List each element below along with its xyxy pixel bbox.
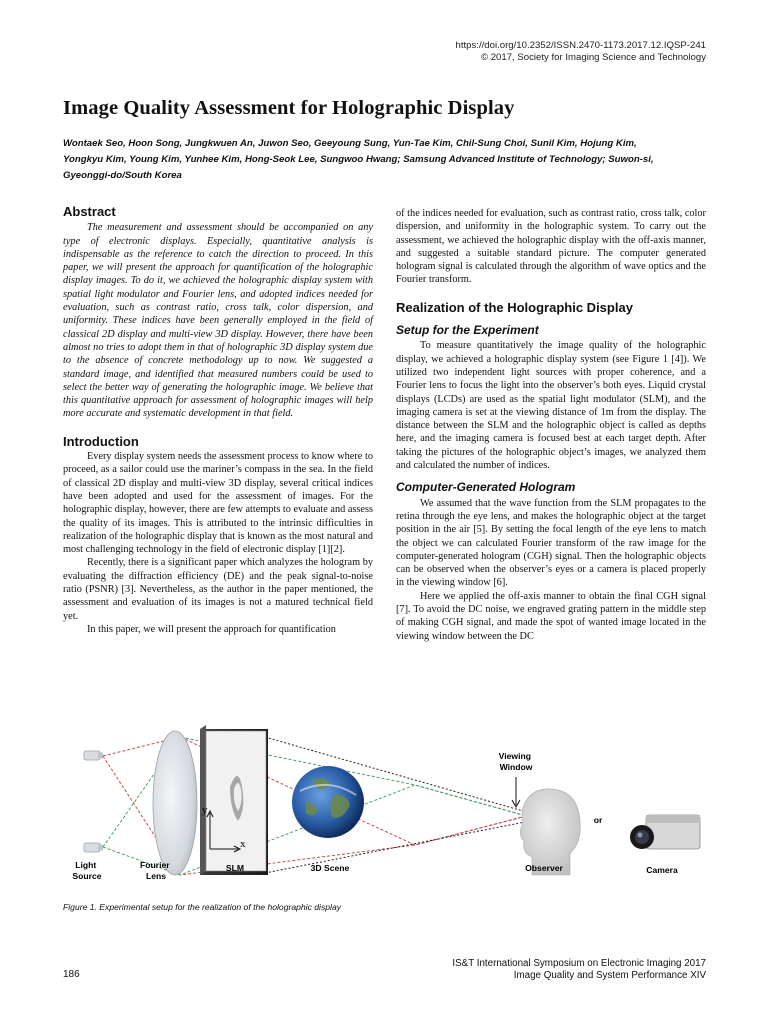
abstract-text: The measurement and assessment should be accompanied on any type of electronic displays. Especially, quantitative analysis is indispensable as the reference to catch the direction to proceed. In this paper, we will present the approach for quantification of the holographic display images. To do it, we achieved the holographic display system with spatial light modulator and Fourier lens, and adopted indices needed for evaluation, such as contrast ratio, cross talk, color dispersion, and uniformity. These indices have been generally employed in the field of classical 2D display and multi-view 3D display. However, there have been almost no tries to adopt them in that of holographic 3D display system due to the absence of concrete methodology up to now. We suggested a standard image, and identified that measured numbers could be used to select the better way of generating the holographic image. We believe that this quantitative approach for assessment of holographic images will help more accurate and systematic development in that field.: [63, 222, 373, 420]
viewing-window-label: Viewing: [498, 751, 531, 761]
section-heading: Realization of the Holographic Display: [396, 299, 633, 315]
figure-1: [60, 725, 720, 895]
page-header: [455, 40, 706, 63]
intro-paragraph: In this paper, we will present the approach for quantification: [87, 623, 336, 635]
author-line: Gyeonggi-do/South Korea: [63, 170, 182, 181]
conference-name: IS&T International Symposium on Electronic Imaging 2017: [452, 958, 706, 969]
scene-label: 3D Scene: [310, 863, 350, 873]
intro-paragraph: Recently, there is a significant paper which analyzes the hologram by evaluating the diffraction efficiency (DE) and the peak signal-to-noise ratio (PSNR) [3]. Nevertheless, as the author in the paper mentioned, the assessment and evaluation of its images is not a matured technical field yet.: [63, 557, 373, 622]
camera-label: Camera: [646, 865, 678, 875]
observer-label: Observer: [525, 863, 563, 873]
author-list: [63, 136, 713, 184]
figure-caption: Figure 1. Experimental setup for the realization of the holographic display: [63, 902, 342, 912]
fourier-lens-label: Lens: [145, 871, 167, 881]
intro-continued: of the indices needed for evaluation, such as contrast ratio, cross talk, color dispersion, and uniformity in the holographic system. To carry out the assessment, we achieved the holographic display with the off-axis manner, and suggested a suitable standard picture. The computer generated hologram signal is calculated through the algorithm of wave optics and the Fourier transform.: [396, 208, 706, 286]
paper-title: Image Quality Assessment for Holographic Display: [63, 97, 515, 119]
left-column: [63, 205, 373, 636]
fourier-lens-icon: [153, 731, 197, 875]
setup-diagram: [60, 725, 720, 895]
viewing-window-label: Window: [499, 762, 533, 772]
doi-link[interactable]: https://doi.org/10.2352/ISSN.2470-1173.2017.12.IQSP-241: [455, 40, 706, 51]
copyright-notice: © 2017, Society for Imaging Science and Technology: [480, 51, 706, 63]
earth-globe-icon: [292, 766, 364, 838]
page-number: 186: [63, 969, 80, 980]
light-source-label: Source: [72, 871, 102, 881]
intro-paragraph: Every display system needs the assessment process to know where to proceed, as a sailor could use the mariner’s compass in the sea. In the field of classical 2D display and multi-view 3D display, several critical indices have been adopted and used for the assessment of images. For the holographic display, however, there are few attempts to evaluate and assess the quality of its images. This is attributed to the intrinsic difficulties in realization of the holographic display that is known as the most natural and most challenging technology in the field of electronic display [1][2].: [63, 451, 374, 556]
axis-y-label: y: [202, 804, 208, 816]
proceedings-name: Image Quality and System Performance XIV: [513, 969, 706, 981]
cgh-paragraph: We assumed that the wave function from the SLM propagates to the retina through the eye lens, and makes the holographic object at the target position in the air [5]. By setting the focal length of the eye lens to match the object we can calculated Fourier transform of the raw image for the computer-generated hologram (CGH) signal. Then the holographic objects can be observed when the observer’s eyes or a camera is placed properly in the viewing window [6].: [396, 497, 706, 589]
axis-x-label: x: [240, 838, 246, 850]
setup-heading: Setup for the Experiment: [396, 323, 539, 338]
slm-label: SLM: [225, 863, 245, 873]
light-source-label: Light: [75, 860, 97, 870]
light-source-icon: [84, 751, 103, 852]
fourier-lens-label: Fourier: [140, 860, 170, 870]
slm-panel-icon: [200, 725, 268, 875]
page-footer: [452, 958, 706, 981]
abstract-heading: Abstract: [63, 204, 116, 219]
author-line: Wontaek Seo, Hoon Song, Jungkwuen An, Juwon Seo, Geeyoung Sung, Yun-Tae Kim, Chil-Sung Choi, Sunil Kim, Hojung Kim,: [63, 138, 637, 149]
camera-icon: [630, 815, 700, 849]
cgh-paragraph: Here we applied the off-axis manner to obtain the final CGH signal [7]. To avoid the DC noise, we engraved grating pattern in the middle step of making CGH signal, and made the spot of wanted image located in the viewing window between the DC: [396, 590, 706, 642]
introduction-heading: Introduction: [63, 433, 139, 449]
cgh-heading: Computer-Generated Hologram: [396, 480, 576, 495]
setup-paragraph: To measure quantitatively the image quality of the holographic display, we achieved a holographic display system (see Figure 1 [4]). We utilized two independent light sources with proper coherence, and a Fourier lens to focus the light into the observer’s both eyes. Liquid crystal displays (LCDs) are used as the spatial light modulator (SLM), and the imaging camera is set at the viewing distance of 1m from the display. The distance between the SLM and the holographic object is called as depths here, and the imaging camera is focused best at each target depth. After taking the pictures of the holographic object’s images, we analyzed them and calculated the number of indices.: [396, 340, 706, 472]
author-line: Yongkyu Kim, Young Kim, Yunhee Kim, Hong-Seok Lee, Sungwoo Hwang; Samsung Advanced Institute of Technology; Suwon-si,: [63, 154, 654, 165]
or-label: or: [593, 815, 603, 825]
svg-text:Viewing Window: [499, 751, 534, 772]
right-column: [396, 207, 706, 643]
svg-text:Light Source: [72, 860, 101, 881]
